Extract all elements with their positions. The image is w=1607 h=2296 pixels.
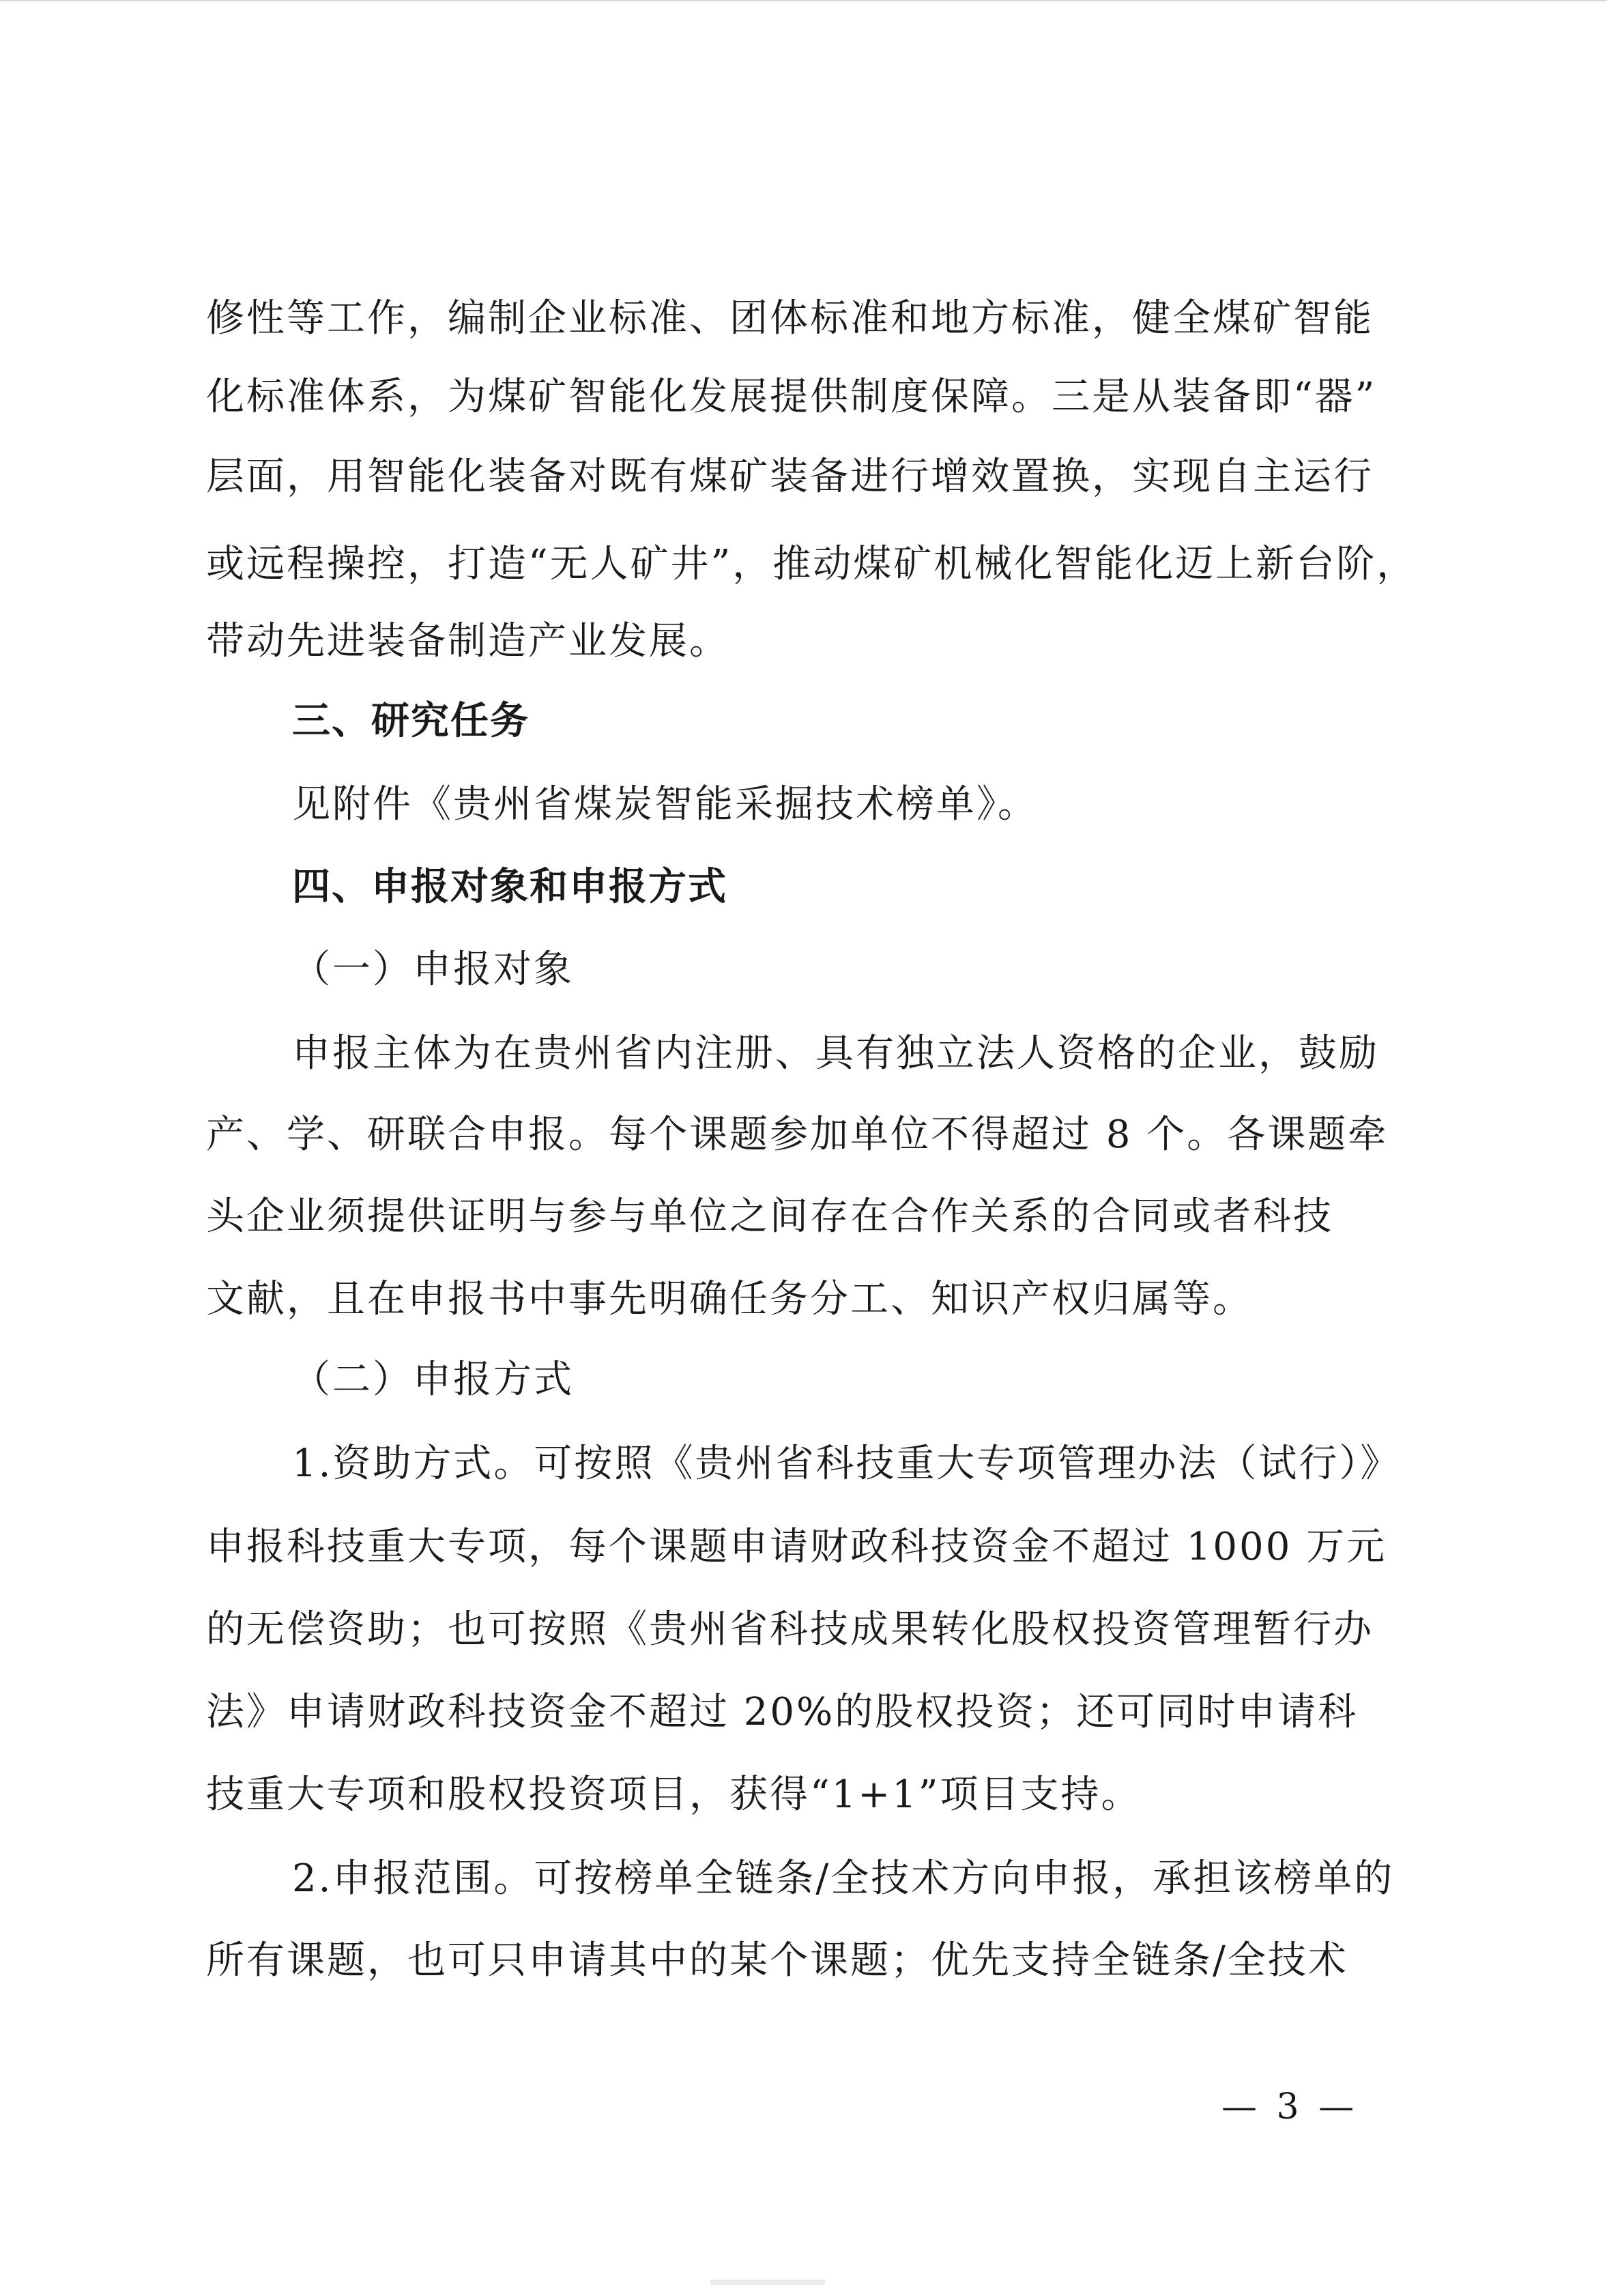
body-text-line: 化标准体系，为煤矿智能化发展提供制度保障。三是从装备即“器”: [206, 375, 1377, 419]
body-text-line: 见附件《贵州省煤炭智能采掘技术榜单》。: [292, 782, 1038, 827]
body-text-line: 法》申请财政科技资金不超过 20%的股权投资；还可同时申请科: [206, 1690, 1359, 1734]
scan-artifact: [710, 2280, 826, 2285]
section-heading: 三、研究任务: [292, 699, 530, 743]
body-text-line: 的无偿资助；也可按照《贵州省科技成果转化股权投资管理暂行办: [206, 1607, 1374, 1652]
body-text-line: 文献，且在申报书中事先明确任务分工、知识产权归属等。: [206, 1277, 1253, 1321]
body-text-line: 头企业须提供证明与参与单位之间存在合作关系的合同或者科技: [206, 1194, 1333, 1239]
body-text-line: 2.申报范围。可按榜单全链条/全技术方向申报，承担该榜单的: [292, 1856, 1395, 1901]
body-text-line: 产、学、研联合申报。每个课题参加单位不得超过 8 个。各课题牵: [206, 1113, 1389, 1157]
page-number: — 3 —: [1221, 2086, 1359, 2127]
section-heading: 四、申报对象和申报方式: [292, 865, 727, 909]
body-text-line: 1.资助方式。可按照《贵州省科技重大专项管理办法（试行）》: [292, 1441, 1401, 1486]
subsection-heading: （一）申报对象: [292, 947, 574, 992]
body-text-line: 带动先进装备制造产业发展。: [206, 619, 729, 663]
subsection-heading: （二）申报方式: [292, 1358, 574, 1402]
body-text-line: 申报主体为在贵州省内注册、具有独立法人资格的企业，鼓励: [292, 1031, 1379, 1076]
body-text-line: 申报科技重大专项，每个课题申请财政科技资金不超过 1000 万元: [206, 1525, 1387, 1569]
body-text-line: 或远程操控，打造“无人矿井”，推动煤矿机械化智能化迈上新台阶，: [206, 542, 1417, 586]
body-text-line: 技重大专项和股权投资项目，获得“1+1”项目支持。: [206, 1773, 1142, 1817]
body-text-line: 层面，用智能化装备对既有煤矿装备进行增效置换，实现自主运行: [206, 455, 1374, 499]
body-text-line: 所有课题，也可只申请其中的某个课题；优先支持全链条/全技术: [206, 1938, 1348, 1983]
body-text-line: 修性等工作，编制企业标准、团体标准和地方标准，健全煤矿智能: [206, 296, 1374, 341]
